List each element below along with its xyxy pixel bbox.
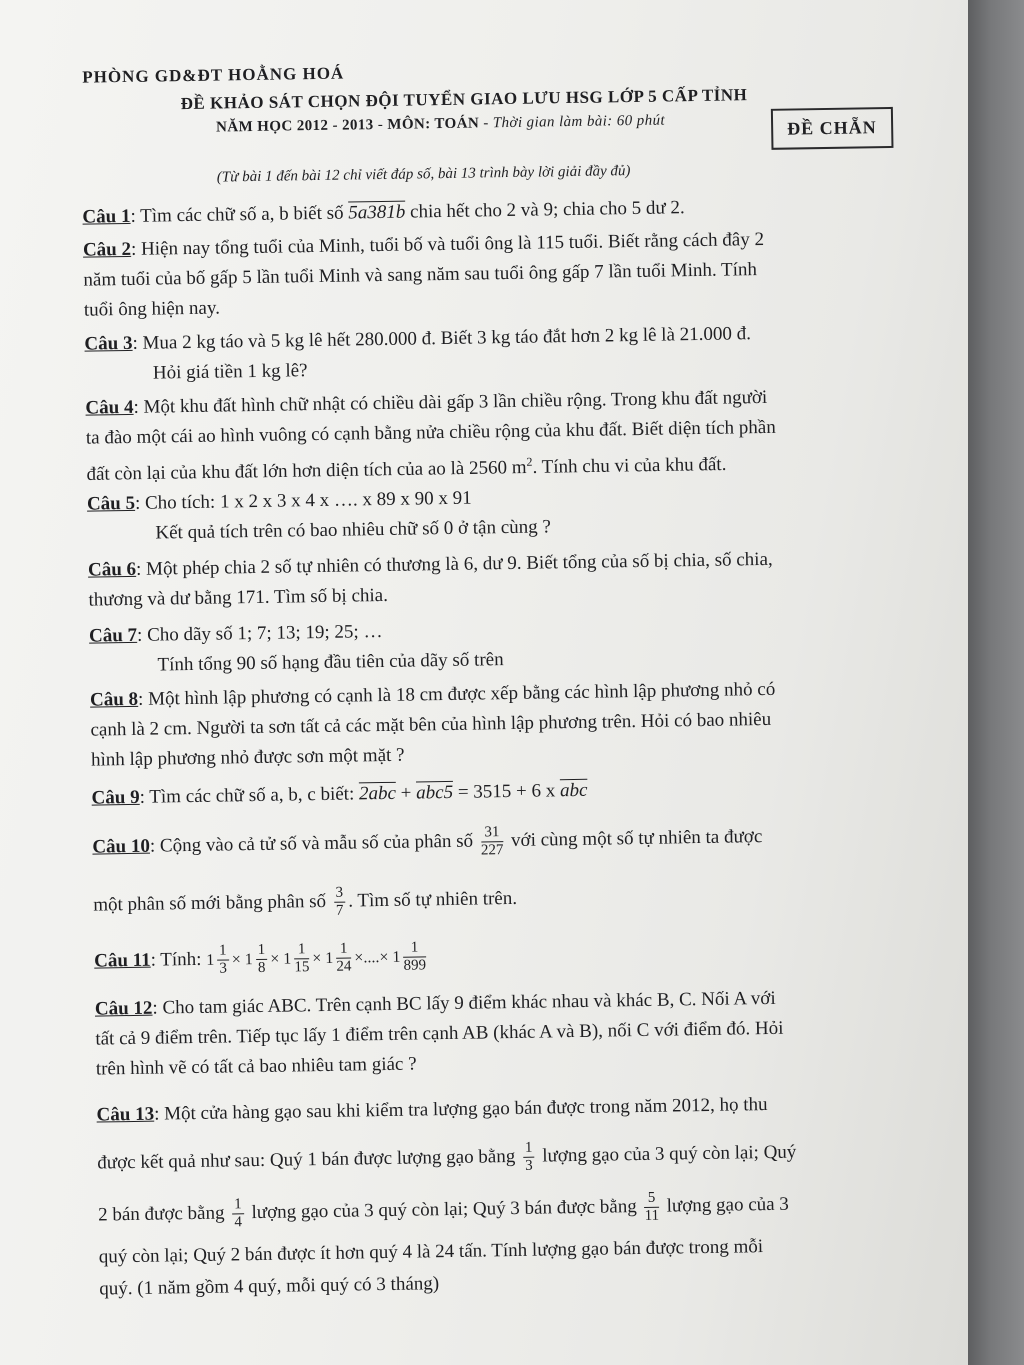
question-label: Câu 3 — [84, 332, 133, 355]
fraction — [294, 942, 310, 977]
question-label: Câu 1 — [82, 205, 131, 228]
question-label: Câu 6 — [87, 558, 137, 581]
whole-part: 1 — [244, 950, 253, 968]
question-text: : Hiện nay tổng tuổi của Minh, tuổi bố và tuổi ông là 115 tuổi. Biết rằng cách đây 2 — [130, 228, 765, 260]
question-12 — [95, 981, 936, 1084]
question-10 — [92, 808, 934, 931]
denominator: 227 — [480, 842, 504, 859]
question-text: thương và dư bằng 171. Tìm số bị chia. — [88, 584, 389, 611]
question-4 — [85, 380, 926, 490]
times-sign: × — [270, 950, 280, 968]
whole-part: 1 — [206, 951, 215, 969]
question-label: Câu 9 — [91, 786, 140, 809]
question-text: : Tìm các chữ số a, b, c biết: — [139, 783, 360, 808]
question-label: Câu 13 — [96, 1103, 155, 1126]
paper-edge-background — [968, 0, 1024, 1365]
question-text: : Tìm các chữ số a, b biết số — [130, 202, 349, 227]
question-text: : Cho tam giác ABC. Trên cạnh BC lấy 9 điểm khác nhau và khác B, C. Nối A với — [152, 987, 776, 1019]
question-text: Tính tổng 90 số hạng đầu tiên của dãy số trên — [157, 649, 504, 676]
whole-part: 1 — [392, 948, 401, 966]
whole-part: 1 — [325, 949, 334, 967]
superscript: 2 — [526, 454, 533, 469]
numerator: 1 — [523, 1140, 535, 1158]
question-text: : Tính: — [150, 948, 207, 971]
times-sign: × — [379, 948, 389, 966]
question-2 — [83, 222, 924, 325]
subject: MÔN: TOÁN — [387, 115, 480, 133]
numerator: 3 — [333, 885, 345, 903]
question-text: : Một cửa hàng gạo sau khi kiểm tra lượng gạo bán được trong năm 2012, họ thu — [153, 1094, 768, 1125]
question-text: trên hình vẽ có tất cả bao nhiêu tam giác ? — [95, 1053, 417, 1080]
question-text: : Một hình lập phương có cạnh là 18 cm được xếp bằng các hình lập phương nhỏ có — [137, 678, 776, 710]
question-text: lượng gạo của 3 quý còn lại; Quý — [537, 1141, 797, 1167]
question-text: Kết quả tích trên có bao nhiêu chữ số 0 ở tận cùng ? — [155, 516, 552, 544]
question-text: = 3515 + 6 x — [452, 780, 561, 803]
numerator: 1 — [232, 1196, 244, 1214]
question-label: Câu 8 — [89, 688, 139, 711]
denominator: 4 — [234, 1214, 243, 1231]
question-text: 2 bán được bằng — [97, 1202, 230, 1226]
numerator: 1 — [217, 943, 229, 961]
question-text: đất còn lại của khu đất lớn hơn diện tích của ao là 2560 m — [86, 457, 527, 485]
question-label: Câu 12 — [94, 997, 153, 1020]
question-text: cạnh là 2 cm. Người ta sơn tất cả các mặt bên của hình lập phương trên. Hỏi có bao nhiêu — [90, 708, 772, 741]
times-sign: × — [354, 948, 364, 967]
whole-part: 1 — [283, 950, 292, 968]
question-text: : Mua 2 kg táo và 5 kg lê hết 280.000 đ. Biết 3 kg táo đắt hơn 2 kg lê là 21.000 đ. — [132, 323, 752, 354]
denominator: 899 — [403, 957, 427, 975]
fraction — [403, 940, 426, 975]
question-text: năm tuổi của bố gấp 5 lần tuổi Minh và sang năm sau tuổi ông gấp 7 lần tuổi Minh. Tính — [83, 259, 758, 291]
question-text: một phân số mới bằng phân số — [93, 890, 331, 916]
overlined-number: 2abc — [358, 782, 397, 805]
question-13 — [96, 1080, 939, 1305]
question-label: Câu 2 — [82, 238, 132, 261]
separator: - — [479, 115, 493, 132]
question-text: hình lập phương nhỏ được sơn một mặt ? — [90, 744, 405, 771]
question-text: với cùng một số tự nhiên ta được — [506, 826, 763, 852]
denominator: 3 — [525, 1157, 533, 1174]
overlined-number: $\overline{abc}$ — [559, 779, 588, 802]
plus-sign: + — [395, 782, 417, 804]
exam-title: ĐỀ KHẢO SÁT CHỌN ĐỘI TUYỂN GIAO LƯU HSG LỚP 5 CẤP TỈNH — [180, 85, 748, 114]
fraction — [217, 943, 229, 978]
question-text: : Cho tích: 1 x 2 x 3 x 4 x …. x 89 x 90 x 91 — [134, 487, 472, 514]
numerator: 1 — [403, 940, 426, 958]
fraction — [523, 1140, 535, 1175]
question-text: Hỏi giá tiền 1 kg lê? — [152, 360, 308, 384]
fraction — [333, 885, 345, 920]
overlined-number: abc5 — [416, 781, 454, 804]
department-name: PHÒNG GD&ĐT HOẰNG HOÁ — [82, 63, 345, 87]
question-text: : Một khu đất hình chữ nhật có chiều dài gấp 3 lần chiều rộng. Trong khu đất người — [133, 386, 768, 418]
overlined-number: 5a381b — [348, 201, 406, 224]
school-year: NĂM HỌC 2012 - 2013 — [215, 117, 374, 136]
times-sign: × — [231, 950, 241, 969]
question-text: : Một phép chia 2 số tự nhiên có thương là 6, dư 9. Biết tổng của số bị chia, số chia, — [135, 548, 773, 580]
question-text: . Tính chu vi của khu đất. — [532, 453, 727, 478]
times-sign: × — [312, 949, 322, 967]
ellipsis: .... — [363, 948, 380, 966]
question-label: Câu 10 — [92, 835, 151, 858]
time-limit: Thời gian làm bài: 60 phút — [492, 112, 666, 132]
numerator: 1 — [256, 942, 268, 960]
question-text: : Cho dãy số 1; 7; 13; 19; 25; … — [136, 621, 383, 646]
denominator: 7 — [335, 902, 344, 919]
denominator: 3 — [219, 960, 228, 978]
question-text: quý. (1 năm gồm 4 quý, mỗi quý có 3 tháng) — [99, 1273, 440, 1300]
fraction — [481, 824, 504, 859]
question-8 — [90, 672, 931, 775]
question-text: lượng gạo của 3 quý còn lại; Quý 3 bán được bằng — [246, 1196, 642, 1224]
numerator: 1 — [336, 941, 351, 959]
question-text: tuổi ông hiện nay. — [83, 297, 221, 321]
question-text: . Tìm số tự nhiên trên. — [348, 887, 518, 912]
question-text: lượng gạo của 3 — [661, 1193, 790, 1217]
denominator: 24 — [336, 959, 352, 976]
instructions-note: (Từ bài 1 đến bài 12 chỉ viết đáp số, bài 13 trình bày lời giải đầy đủ) — [216, 163, 631, 186]
question-label: Câu 11 — [93, 949, 151, 972]
question-label: Câu 5 — [86, 492, 136, 515]
fraction — [336, 941, 352, 976]
fraction — [644, 1190, 659, 1225]
numerator: 5 — [644, 1190, 659, 1208]
product-expression — [206, 931, 429, 986]
denominator: 11 — [644, 1207, 660, 1225]
question-text: được kết quả như sau: Quý 1 bán được lượng gạo bằng — [97, 1145, 521, 1174]
question-text: tất cả 9 điểm trên. Tiếp tục lấy 1 điểm trên cạnh AB (khác A và B), nối C với điểm đó. Hỏi — [95, 1017, 784, 1050]
question-text: chia hết cho 2 và 9; chia cho 5 dư 2. — [405, 197, 685, 223]
question-label: Câu 7 — [88, 624, 138, 647]
exam-version-box: ĐỀ CHẴN — [771, 107, 893, 150]
question-label: Câu 4 — [85, 396, 134, 419]
fraction — [256, 942, 268, 977]
denominator: 8 — [257, 960, 266, 977]
numerator: 31 — [481, 824, 504, 842]
numerator: 1 — [294, 942, 309, 960]
question-text: ta đào một cái ao hình vuông có cạnh bằng nửa chiều rộng của khu đất. Biết diện tích phần — [85, 416, 776, 449]
question-text: quý còn lại; Quý 2 bán được ít hơn quý 4 là 24 tấn. Tính lượng gạo bán được trong mỗi — [98, 1236, 764, 1268]
question-text: : Cộng vào cả tử số và mẫu số của phân số — [149, 830, 479, 857]
separator: - — [373, 116, 388, 134]
fraction — [232, 1196, 244, 1231]
denominator: 15 — [294, 959, 310, 976]
